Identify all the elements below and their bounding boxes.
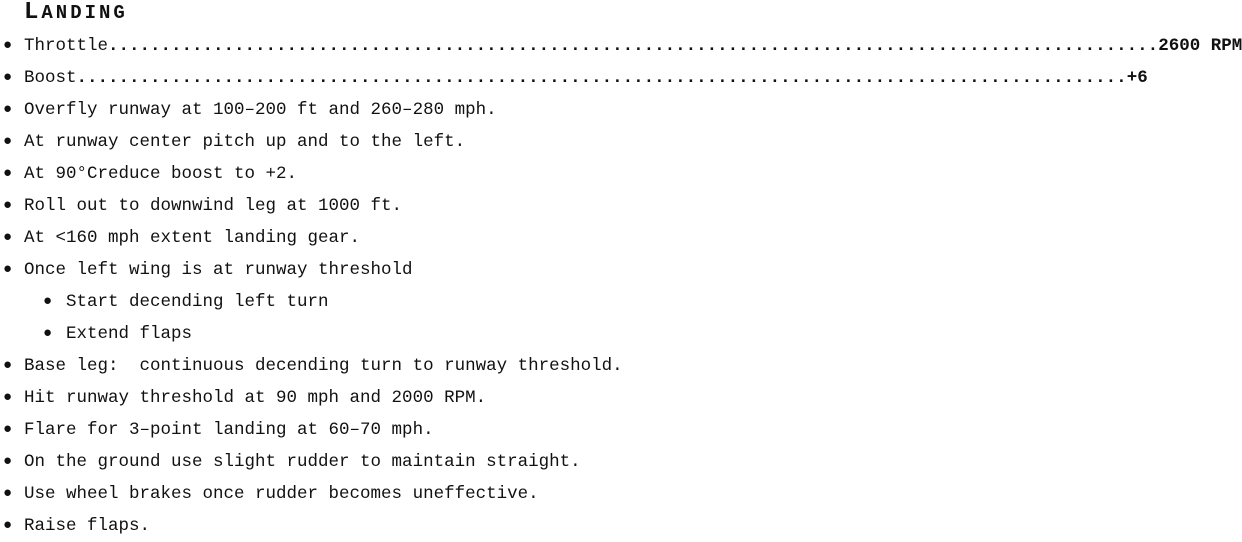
- bullet-icon: ●: [3, 517, 13, 534]
- list-item-text: Overfly runway at 100–200 ft and 260–280 mph.: [24, 100, 497, 120]
- list-item-text: Raise flaps.: [24, 516, 151, 536]
- list-item: [0, 126, 731, 158]
- list-item-text: At <160 mph extent landing gear.: [24, 228, 361, 248]
- list-item-text: At 90°Creduce boost to +2.: [24, 164, 298, 184]
- list-item: [0, 190, 731, 222]
- bullet-icon: ●: [3, 165, 13, 182]
- bullet-icon: ●: [3, 453, 13, 470]
- setting-row-throttle: [0, 30, 1242, 62]
- list-item: [0, 478, 731, 510]
- section-title-initial: L: [24, 0, 42, 26]
- list-item: [0, 94, 731, 126]
- list-item: [0, 254, 731, 286]
- list-item: [0, 350, 731, 382]
- list-item: [0, 158, 731, 190]
- section-title-rest: ANDING: [41, 2, 128, 24]
- bullet-icon: ●: [3, 133, 13, 150]
- sub-list-item: [0, 286, 731, 318]
- dot-leader: ....................................................................................................: [76, 68, 1127, 88]
- bullet-icon: ●: [3, 197, 13, 214]
- list-item-text: Base leg: continuous decending turn to runway threshold.: [24, 356, 623, 376]
- list-item-text: Once left wing is at runway threshold: [24, 260, 413, 280]
- dot-leader: ....................................................................................................: [108, 36, 1159, 56]
- bullet-icon: ●: [3, 357, 13, 374]
- bullet-icon: ●: [3, 37, 13, 54]
- bullet-icon: ●: [3, 229, 13, 246]
- setting-label: Boost: [24, 68, 77, 88]
- bullet-icon: ●: [3, 261, 13, 278]
- sub-list-item-text: Start decending left turn: [66, 292, 329, 312]
- list-item-text: At runway center pitch up and to the left.: [24, 132, 466, 152]
- list-item-text: Flare for 3–point landing at 60–70 mph.: [24, 420, 434, 440]
- bullet-icon: ●: [3, 69, 13, 86]
- setting-row-boost: [0, 62, 1148, 94]
- bullet-icon: ●: [43, 293, 53, 310]
- bullet-icon: ●: [3, 421, 13, 438]
- section-title: [24, 0, 128, 26]
- bullet-icon: ●: [43, 325, 53, 342]
- list-item-text: Use wheel brakes once rudder becomes uneffective.: [24, 484, 539, 504]
- setting-value: +6: [1126, 68, 1148, 88]
- setting-label: Throttle: [24, 36, 109, 56]
- list-item-text: Roll out to downwind leg at 1000 ft.: [24, 196, 403, 216]
- list-item: [0, 414, 731, 446]
- bullet-icon: ●: [3, 101, 13, 118]
- list-item-text: On the ground use slight rudder to maintain straight.: [24, 452, 581, 472]
- sub-list-item: [0, 318, 731, 350]
- landing-checklist: [0, 30, 1242, 542]
- setting-value: 2600 RPM: [1158, 36, 1242, 56]
- list-item: [0, 222, 731, 254]
- list-item-text: Hit runway threshold at 90 mph and 2000 RPM.: [24, 388, 487, 408]
- bullet-icon: ●: [3, 485, 13, 502]
- list-item: [0, 446, 731, 478]
- list-item: [0, 510, 731, 542]
- sub-list-item-text: Extend flaps: [66, 324, 193, 344]
- list-item: [0, 382, 731, 414]
- bullet-icon: ●: [3, 389, 13, 406]
